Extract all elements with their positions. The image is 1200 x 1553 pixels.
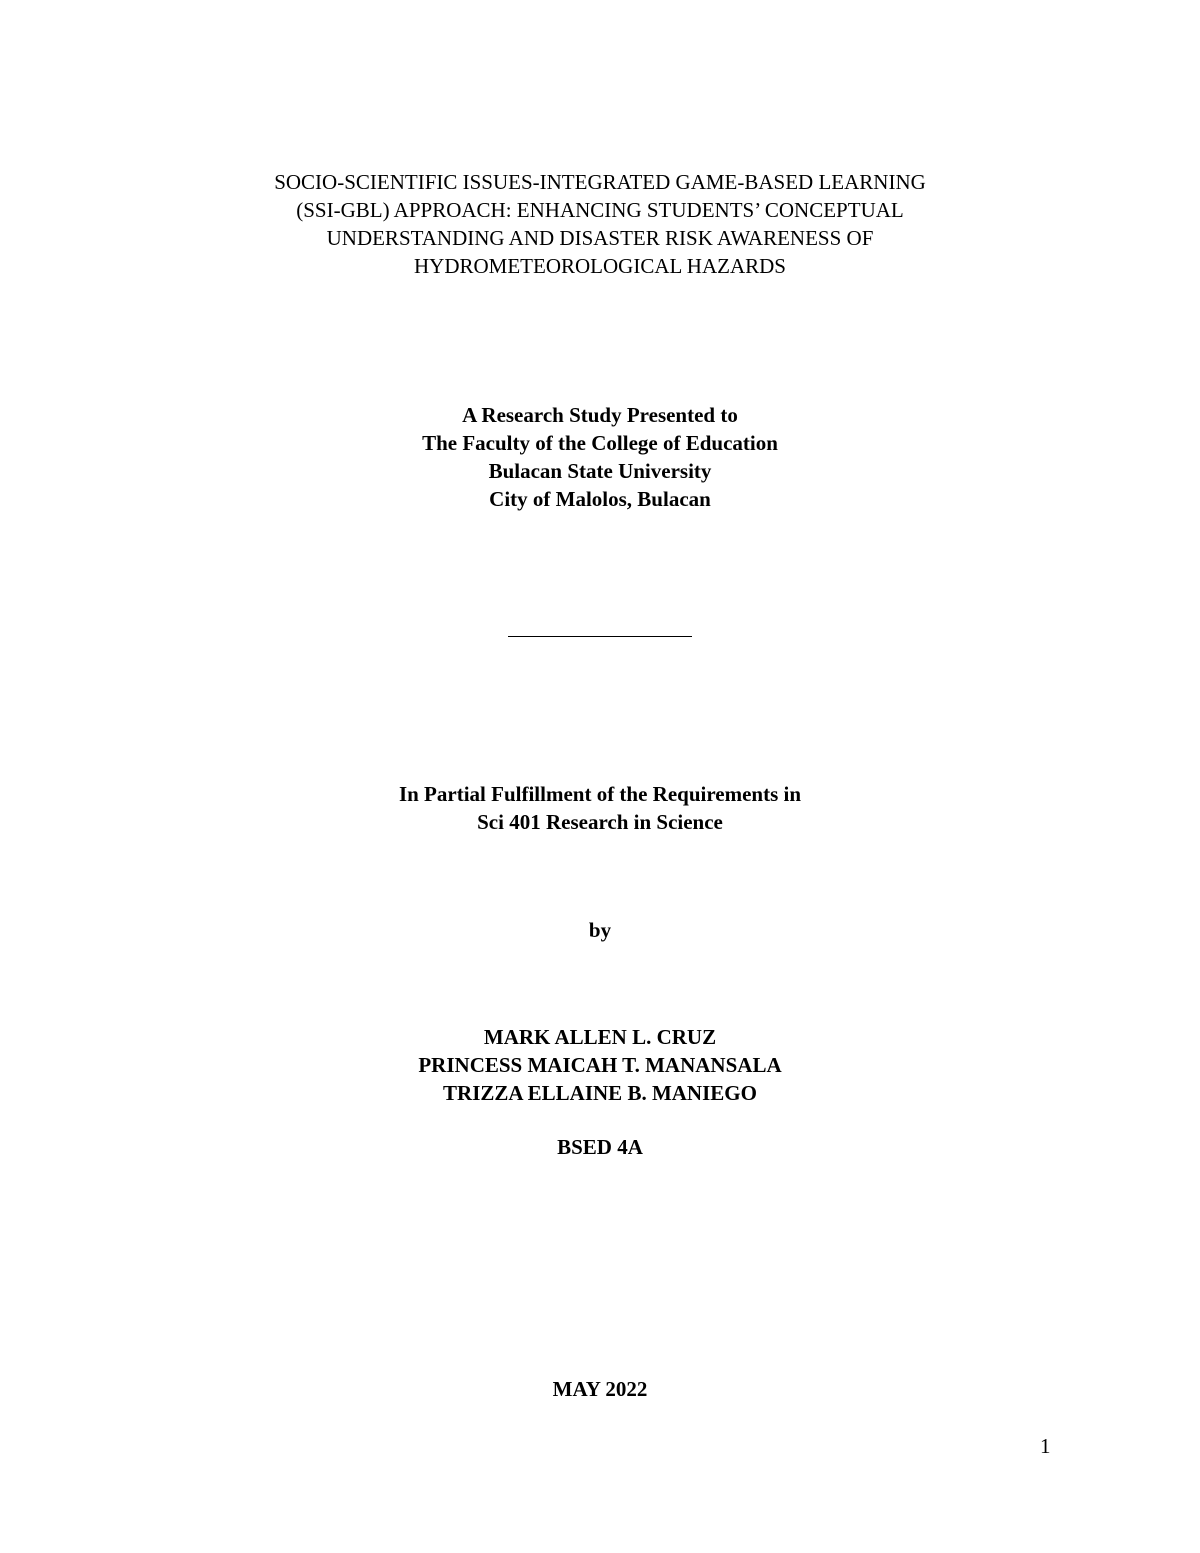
author-name: MARK ALLEN L. CRUZ: [483, 1025, 717, 1049]
presentation-statement: [0, 401, 1200, 513]
title-line: UNDERSTANDING AND DISASTER RISK AWARENESS OF: [326, 226, 874, 250]
presentation-line: Bulacan State University: [488, 459, 712, 483]
presentation-line: The Faculty of the College of Education: [422, 431, 778, 455]
submission-date: MAY 2022: [552, 1377, 648, 1401]
title-line: (SSI-GBL) APPROACH: ENHANCING STUDENTS’ CONCEPTUAL: [296, 198, 904, 222]
presentation-line: City of Malolos, Bulacan: [489, 487, 711, 511]
author-name: PRINCESS MAICAH T. MANANSALA: [418, 1053, 782, 1077]
fulfillment-statement: [0, 780, 1200, 836]
fulfillment-line: In Partial Fulfillment of the Requirements in: [398, 782, 802, 806]
title-line: HYDROMETEOROLOGICAL HAZARDS: [414, 254, 786, 278]
section-label: BSED 4A: [557, 1135, 643, 1159]
author-list: [0, 1023, 1200, 1107]
title-line: SOCIO-SCIENTIFIC ISSUES-INTEGRATED GAME-BASED LEARNING: [274, 170, 926, 194]
separator-rule: [508, 636, 692, 637]
by-label: by: [588, 918, 612, 942]
page-number: 1: [1040, 1434, 1051, 1458]
document-title: [0, 168, 1200, 280]
author-name: TRIZZA ELLAINE B. MANIEGO: [443, 1081, 757, 1105]
fulfillment-line: Sci 401 Research in Science: [477, 810, 723, 834]
presentation-line: A Research Study Presented to: [462, 403, 738, 427]
